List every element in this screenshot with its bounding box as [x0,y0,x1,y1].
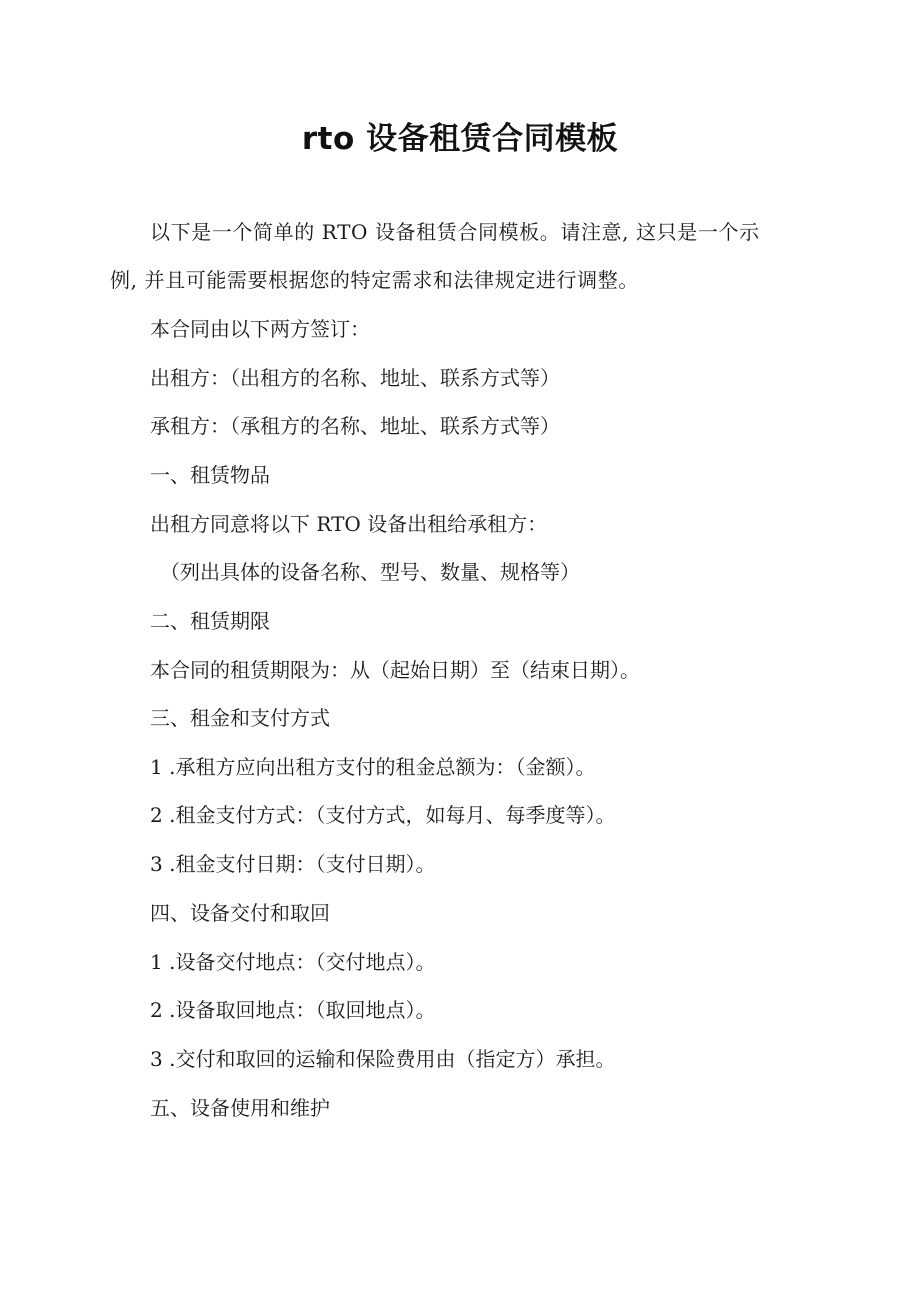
clause-text: （列出具体的设备名称、型号、数量、规格等） [160,560,580,584]
section-heading-2: 二、租赁期限 [150,609,270,633]
section-heading-1: 一、租赁物品 [150,463,270,487]
clause-item: 3 .交付和取回的运输和保险费用由（指定方）承担。 [150,1047,616,1071]
intro-paragraph-line-2: 例, 并且可能需要根据您的特定需求和法律规定进行调整。 [110,268,639,292]
parties-intro: 本合同由以下两方签订： [150,317,370,341]
document-title: rto 设备租赁合同模板 [301,121,619,157]
lessor-line: 出租方：（出租方的名称、地址、联系方式等） [150,366,560,390]
intro-paragraph-line-1: 以下是一个简单的 RTO 设备租赁合同模板。请注意, 这只是一个示 [150,220,760,244]
section-heading-4: 四、设备交付和取回 [150,901,330,925]
clause-item: 1 .设备交付地点：（交付地点）。 [150,950,436,974]
clause-item: 3 .租金支付日期：（支付日期）。 [150,852,436,876]
clause-text: 本合同的租赁期限为：从（起始日期）至（结束日期）。 [150,658,640,682]
clause-item: 2 .租金支付方式：（支付方式，如每月、每季度等）。 [150,803,616,827]
clause-item: 2 .设备取回地点：（取回地点）。 [150,998,436,1022]
clause-text: 出租方同意将以下 RTO 设备出租给承租方： [150,512,548,536]
clause-item: 1 .承租方应向出租方支付的租金总额为：（金额）。 [150,755,596,779]
lessee-line: 承租方：（承租方的名称、地址、联系方式等） [150,414,560,438]
section-heading-5: 五、设备使用和维护 [150,1096,330,1120]
section-heading-3: 三、租金和支付方式 [150,706,330,730]
